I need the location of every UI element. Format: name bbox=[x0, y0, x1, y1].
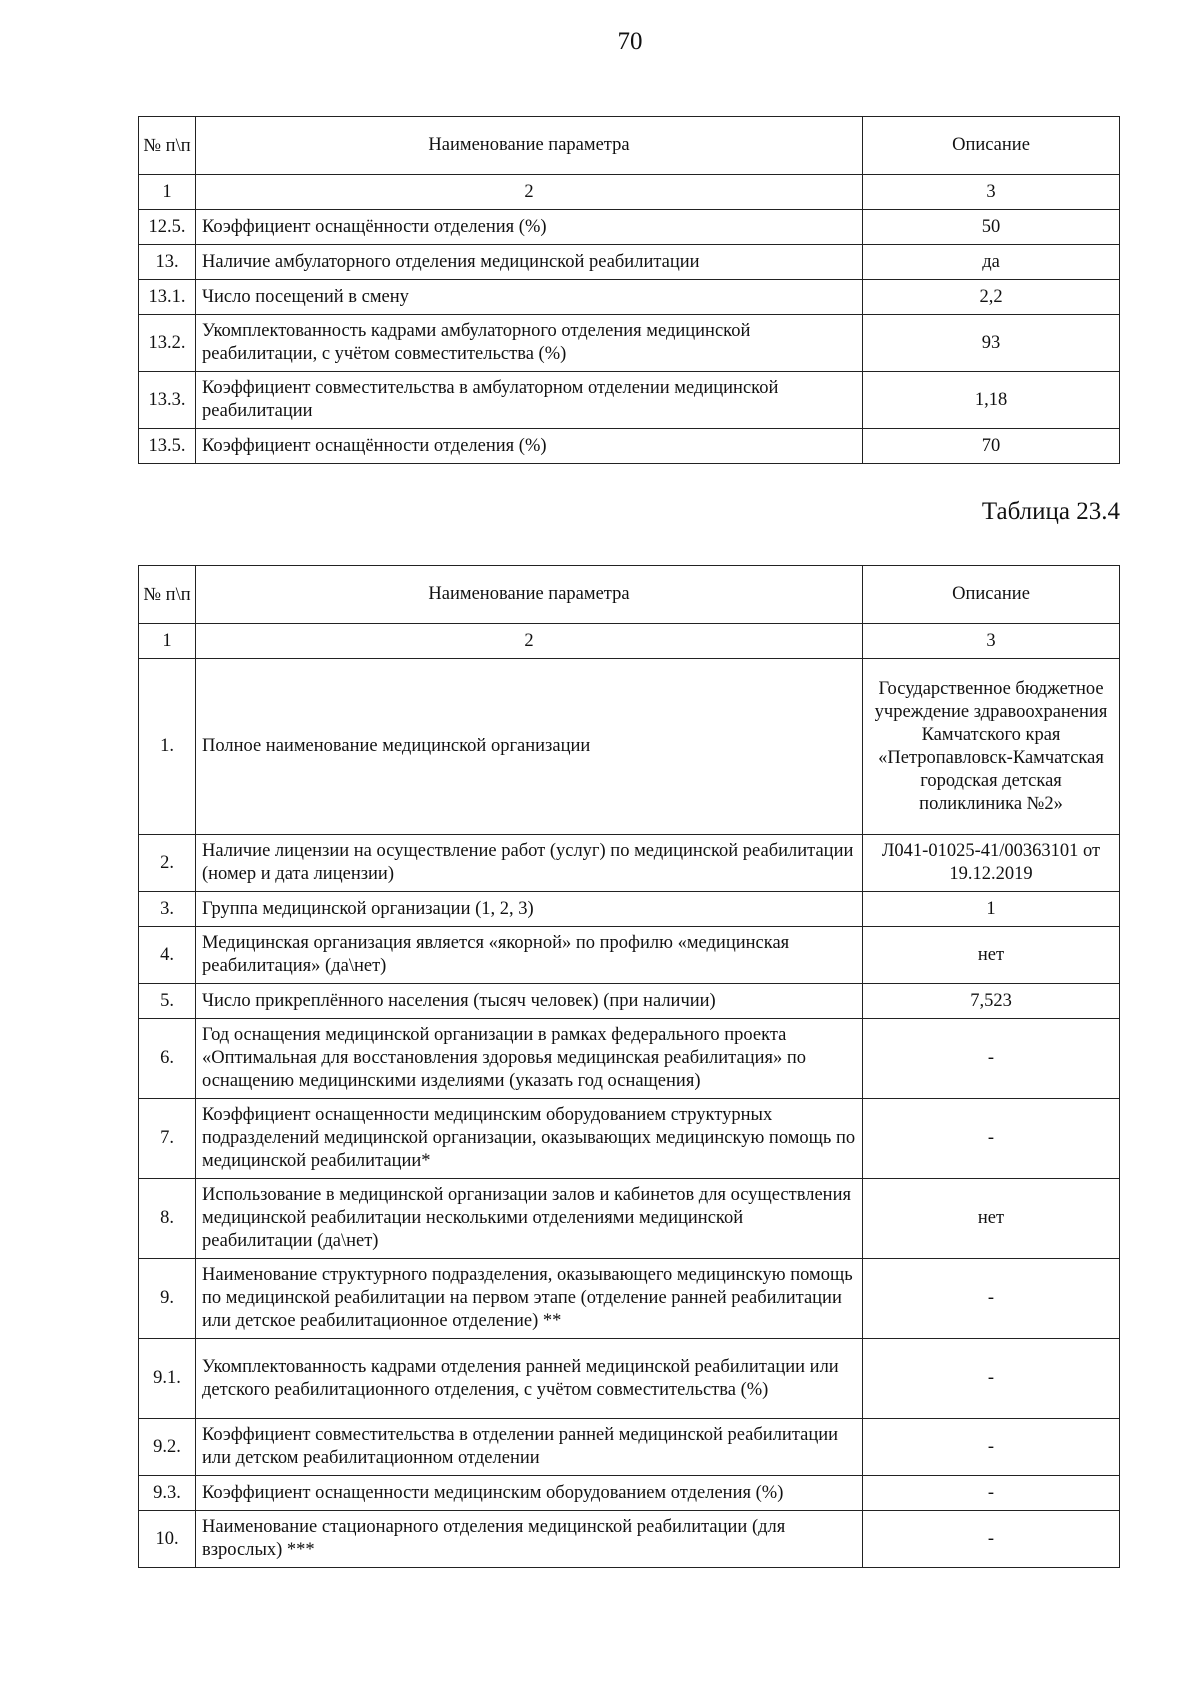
row-num: 10. bbox=[139, 1511, 196, 1568]
index-num: 1 bbox=[139, 624, 196, 659]
table-row bbox=[139, 659, 1120, 835]
index-name: 2 bbox=[196, 624, 863, 659]
row-name: Полное наименование медицинской организации bbox=[196, 659, 863, 835]
header-name: Наименование параметра bbox=[196, 566, 863, 624]
row-num: 9.2. bbox=[139, 1419, 196, 1476]
row-desc: 7,523 bbox=[863, 984, 1120, 1019]
row-num: 2. bbox=[139, 835, 196, 892]
row-desc: - bbox=[863, 1511, 1120, 1568]
table-row bbox=[139, 927, 1120, 984]
table-row bbox=[139, 835, 1120, 892]
row-desc: 1,18 bbox=[863, 372, 1120, 429]
row-num: 13. bbox=[139, 245, 196, 280]
row-num: 1. bbox=[139, 659, 196, 835]
row-name: Использование в медицинской организации залов и кабинетов для осуществления медицинской реабилитации несколькими отделениями медицинской реабилитации (да\нет) bbox=[196, 1179, 863, 1259]
table-row bbox=[139, 1259, 1120, 1339]
row-name: Наименование стационарного отделения медицинской реабилитации (для взрослых) *** bbox=[196, 1511, 863, 1568]
row-name: Коэффициент совместительства в амбулаторном отделении медицинской реабилитации bbox=[196, 372, 863, 429]
row-desc: Государственное бюджетное учреждение здравоохранения Камчатского края «Петропавловск-Камчатская городская детская поликлиника №2» bbox=[863, 659, 1120, 835]
row-desc: нет bbox=[863, 927, 1120, 984]
row-name: Коэффициент оснащенности медицинским оборудованием отделения (%) bbox=[196, 1476, 863, 1511]
page-number: 70 bbox=[617, 28, 643, 55]
header-num: № п\п bbox=[139, 117, 196, 175]
table-row bbox=[139, 1476, 1120, 1511]
row-name: Укомплектованность кадрами отделения ранней медицинской реабилитации или детского реабилитационного отделения, с учётом совместительства (%) bbox=[196, 1339, 863, 1419]
row-name: Число прикреплённого населения (тысяч человек) (при наличии) bbox=[196, 984, 863, 1019]
row-name: Коэффициент оснащённости отделения (%) bbox=[196, 210, 863, 245]
row-name: Коэффициент совместительства в отделении ранней медицинской реабилитации или детском реабилитационном отделении bbox=[196, 1419, 863, 1476]
row-desc: 70 bbox=[863, 429, 1120, 464]
row-desc: да bbox=[863, 245, 1120, 280]
row-num: 3. bbox=[139, 892, 196, 927]
table-row bbox=[139, 315, 1120, 372]
row-desc: Л041-01025-41/00363101 от 19.12.2019 bbox=[863, 835, 1120, 892]
table-row bbox=[139, 280, 1120, 315]
row-num: 13.3. bbox=[139, 372, 196, 429]
index-desc: 3 bbox=[863, 624, 1120, 659]
column-index-row bbox=[139, 175, 1120, 210]
table-row bbox=[139, 1419, 1120, 1476]
row-num: 9. bbox=[139, 1259, 196, 1339]
row-name: Наличие амбулаторного отделения медицинской реабилитации bbox=[196, 245, 863, 280]
row-name: Год оснащения медицинской организации в рамках федерального проекта «Оптимальная для восстановления здоровья медицинская реабилитация» по оснащению медицинскими изделиями (указать год оснащения) bbox=[196, 1019, 863, 1099]
row-desc: - bbox=[863, 1019, 1120, 1099]
row-name: Коэффициент оснащённости отделения (%) bbox=[196, 429, 863, 464]
table-row bbox=[139, 1099, 1120, 1179]
index-num: 1 bbox=[139, 175, 196, 210]
row-num: 6. bbox=[139, 1019, 196, 1099]
row-desc: 93 bbox=[863, 315, 1120, 372]
table-row bbox=[139, 245, 1120, 280]
row-num: 8. bbox=[139, 1179, 196, 1259]
table-row bbox=[139, 210, 1120, 245]
table-row bbox=[139, 984, 1120, 1019]
row-desc: - bbox=[863, 1476, 1120, 1511]
table-row bbox=[139, 892, 1120, 927]
table-row bbox=[139, 1511, 1120, 1568]
table-row bbox=[139, 1179, 1120, 1259]
parameters-table-continued bbox=[138, 116, 1120, 464]
table-row bbox=[139, 1019, 1120, 1099]
header-desc: Описание bbox=[863, 566, 1120, 624]
row-desc: 2,2 bbox=[863, 280, 1120, 315]
row-num: 12.5. bbox=[139, 210, 196, 245]
row-num: 13.5. bbox=[139, 429, 196, 464]
row-name: Медицинская организация является «якорной» по профилю «медицинская реабилитация» (да\нет) bbox=[196, 927, 863, 984]
row-num: 5. bbox=[139, 984, 196, 1019]
row-desc: 1 bbox=[863, 892, 1120, 927]
row-name: Коэффициент оснащенности медицинским оборудованием структурных подразделений медицинской организации, оказывающих медицинскую помощь по медицинской реабилитации* bbox=[196, 1099, 863, 1179]
row-num: 4. bbox=[139, 927, 196, 984]
row-name: Число посещений в смену bbox=[196, 280, 863, 315]
table-row bbox=[139, 1339, 1120, 1419]
table-header-row bbox=[139, 117, 1120, 175]
index-desc: 3 bbox=[863, 175, 1120, 210]
row-desc: - bbox=[863, 1099, 1120, 1179]
header-name: Наименование параметра bbox=[196, 117, 863, 175]
row-desc: - bbox=[863, 1339, 1120, 1419]
table-caption: Таблица 23.4 bbox=[981, 498, 1120, 525]
table-row bbox=[139, 429, 1120, 464]
row-name: Укомплектованность кадрами амбулаторного отделения медицинской реабилитации, с учётом совместительства (%) bbox=[196, 315, 863, 372]
row-desc: 50 bbox=[863, 210, 1120, 245]
table-row bbox=[139, 372, 1120, 429]
row-name: Группа медицинской организации (1, 2, 3) bbox=[196, 892, 863, 927]
column-index-row bbox=[139, 624, 1120, 659]
row-num: 9.1. bbox=[139, 1339, 196, 1419]
header-num: № п\п bbox=[139, 566, 196, 624]
row-name: Наличие лицензии на осуществление работ (услуг) по медицинской реабилитации (номер и дата лицензии) bbox=[196, 835, 863, 892]
row-num: 7. bbox=[139, 1099, 196, 1179]
row-num: 13.2. bbox=[139, 315, 196, 372]
row-desc: - bbox=[863, 1259, 1120, 1339]
parameters-table bbox=[138, 565, 1120, 1568]
table-header-row bbox=[139, 566, 1120, 624]
row-desc: - bbox=[863, 1419, 1120, 1476]
row-name: Наименование структурного подразделения, оказывающего медицинскую помощь по медицинской реабилитации на первом этапе (отделение ранней реабилитации или детское реабилитационное отделение) ** bbox=[196, 1259, 863, 1339]
row-num: 13.1. bbox=[139, 280, 196, 315]
row-desc: нет bbox=[863, 1179, 1120, 1259]
row-num: 9.3. bbox=[139, 1476, 196, 1511]
header-desc: Описание bbox=[863, 117, 1120, 175]
index-name: 2 bbox=[196, 175, 863, 210]
